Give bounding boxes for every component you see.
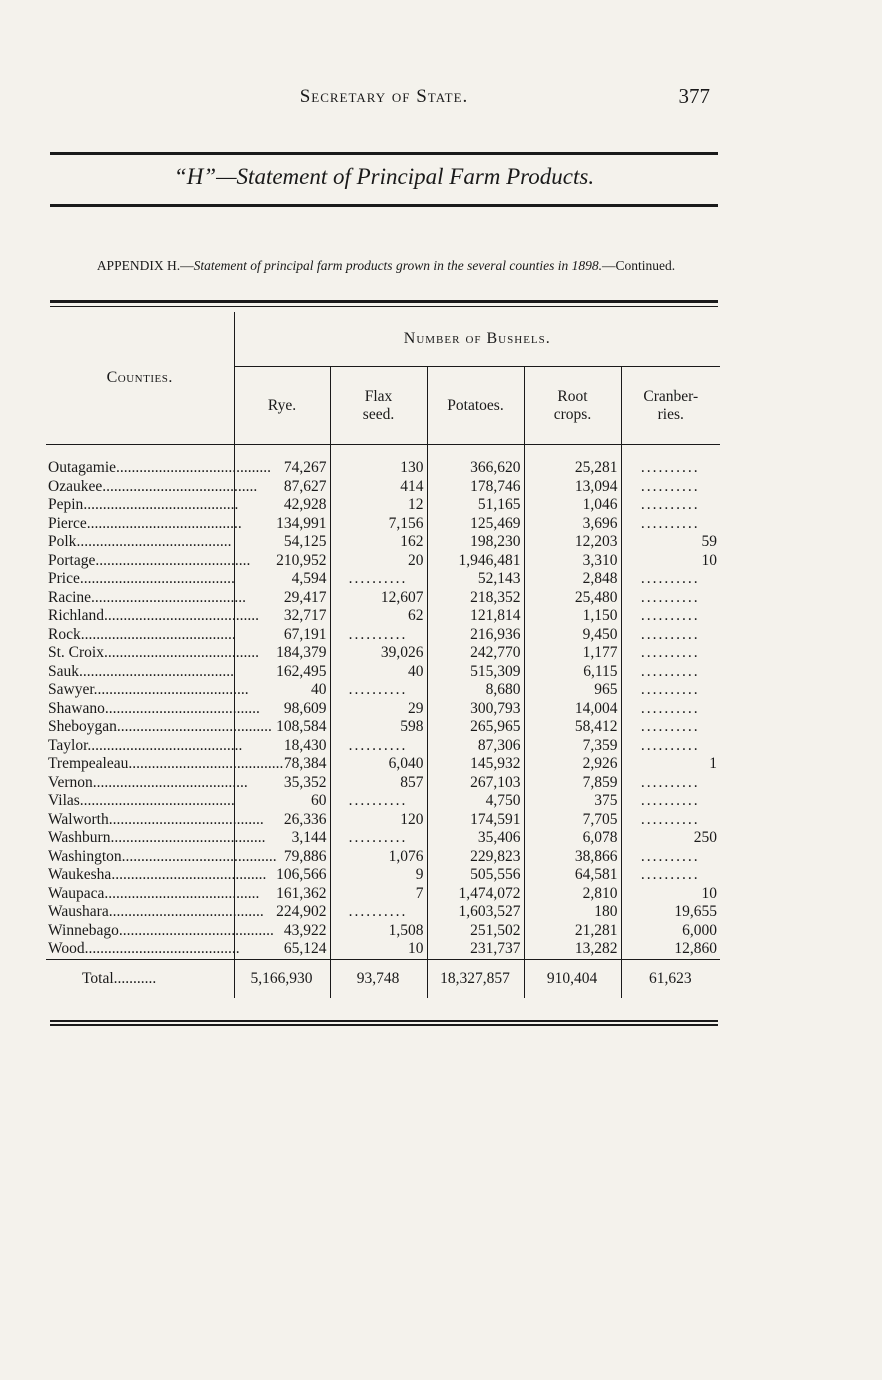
cranberries-cell: 250 xyxy=(621,829,720,848)
rye-cell: 4,594 xyxy=(234,570,330,589)
cranberries-cell: 59 xyxy=(621,533,720,552)
rye-cell: 162,495 xyxy=(234,663,330,682)
running-head-title: Secretary of State. xyxy=(299,86,469,107)
county-cell xyxy=(46,699,260,719)
potatoes-cell: 51,165 xyxy=(427,496,524,515)
root-cell: 1,177 xyxy=(524,644,621,663)
cranberries-cell: 19,655 xyxy=(621,903,720,922)
dot-leader: ........................................ xyxy=(104,699,260,717)
dot-leader: ........................................ xyxy=(92,773,248,791)
county-name: Outagamie xyxy=(48,459,117,476)
county-cell xyxy=(46,755,284,774)
column-header-line: crops. xyxy=(553,405,592,423)
rye-cell: 98,609 xyxy=(234,700,330,719)
total-row xyxy=(46,959,720,998)
column-header-line: seed. xyxy=(362,405,395,423)
empty-cell: .......... xyxy=(330,626,427,645)
total-flax-cell: 93,748 xyxy=(330,959,427,998)
potatoes-cell: 267,103 xyxy=(427,774,524,793)
county-cell xyxy=(46,663,234,682)
empty-cell: .......... xyxy=(621,607,720,626)
county-name: Vernon xyxy=(48,773,93,791)
dot-leader: ........................................ xyxy=(93,681,249,698)
potatoes-cell: 8,680 xyxy=(427,681,524,700)
potatoes-cell: 231,737 xyxy=(427,940,524,959)
empty-cell: .......... xyxy=(621,445,720,478)
rye-cell: 67,191 xyxy=(234,626,330,645)
county-name: Vilas xyxy=(48,792,80,809)
root-cell: 12,203 xyxy=(524,533,621,552)
root-cell: 7,705 xyxy=(524,811,621,830)
potatoes-cell: 1,474,072 xyxy=(427,885,524,904)
flax-cell: 1,508 xyxy=(330,922,427,941)
empty-cell: .......... xyxy=(330,681,427,700)
empty-cell: .......... xyxy=(330,792,427,811)
table-row xyxy=(46,478,720,497)
table-row xyxy=(46,533,720,552)
table-row xyxy=(46,774,720,793)
table-row xyxy=(46,445,720,478)
empty-cell: .......... xyxy=(621,644,720,663)
county-cell xyxy=(46,829,266,848)
cranberries-cell: 10 xyxy=(621,885,720,904)
table-row xyxy=(46,570,720,589)
root-cell: 1,150 xyxy=(524,607,621,626)
empty-cell: .......... xyxy=(330,737,427,756)
bushels-group-header: Number of Bushels. xyxy=(234,312,720,367)
rye-cell: 26,336 xyxy=(234,811,330,830)
county-cell xyxy=(46,847,277,867)
county-cell xyxy=(46,496,239,515)
root-cell: 58,412 xyxy=(524,718,621,737)
dot-leader: ........................................ xyxy=(79,662,234,680)
potatoes-cell: 218,352 xyxy=(427,589,524,608)
top-rule xyxy=(50,152,718,155)
table-row xyxy=(46,681,720,700)
potatoes-cell: 366,620 xyxy=(427,445,524,478)
table-row xyxy=(46,515,720,534)
flax-cell: 29 xyxy=(330,700,427,719)
rye-cell: 54,125 xyxy=(234,533,330,552)
empty-cell: .......... xyxy=(621,866,720,885)
root-cell: 2,848 xyxy=(524,570,621,589)
table-row xyxy=(46,848,720,867)
potatoes-cell: 52,143 xyxy=(427,570,524,589)
dot-leader: ........................................ xyxy=(91,588,247,606)
potatoes-cell: 198,230 xyxy=(427,533,524,552)
table-top-rule xyxy=(50,300,718,307)
empty-cell: .......... xyxy=(621,718,720,737)
rye-cell: 78,384 xyxy=(234,755,330,774)
dot-leader: ........... xyxy=(113,969,157,987)
cranberries-cell: 6,000 xyxy=(621,922,720,941)
county-cell xyxy=(46,736,243,756)
root-cell: 13,094 xyxy=(524,478,621,497)
county-name: Pepin xyxy=(48,496,84,513)
potatoes-cell: 178,746 xyxy=(427,478,524,497)
flax-cell: 7,156 xyxy=(330,515,427,534)
county-name: Sawyer xyxy=(48,681,94,698)
county-name: Polk xyxy=(48,533,77,550)
county-cell xyxy=(46,718,272,737)
table-row xyxy=(46,737,720,756)
column-header-line: Cranber- xyxy=(643,387,699,405)
caption-tail: —Continued. xyxy=(602,258,676,273)
rye-cell: 43,922 xyxy=(234,922,330,941)
dot-leader: ........................................ xyxy=(102,477,258,495)
flax-cell: 130 xyxy=(330,445,427,478)
county-name: Shawano xyxy=(48,699,105,717)
potatoes-cell: 145,932 xyxy=(427,755,524,774)
root-cell: 9,450 xyxy=(524,626,621,645)
farm-products-table xyxy=(46,312,720,998)
running-head xyxy=(50,86,718,116)
county-cell xyxy=(46,921,274,941)
dot-leader: ........................................ xyxy=(79,792,235,809)
table-body xyxy=(46,445,720,999)
rye-cell: 42,928 xyxy=(234,496,330,515)
county-cell xyxy=(46,644,259,663)
dot-leader: ........................................ xyxy=(121,847,277,865)
county-cell xyxy=(46,903,264,922)
empty-cell: .......... xyxy=(330,903,427,922)
empty-cell: .......... xyxy=(621,478,720,497)
county-name: Rock xyxy=(48,625,81,643)
flax-cell: 857 xyxy=(330,774,427,793)
flax-cell: 12 xyxy=(330,496,427,515)
county-cell xyxy=(46,773,248,793)
empty-cell: .......... xyxy=(621,811,720,830)
table-row xyxy=(46,552,720,571)
potatoes-cell: 229,823 xyxy=(427,848,524,867)
root-cell: 38,866 xyxy=(524,848,621,867)
table-bottom-rule xyxy=(50,1020,718,1026)
total-cranberries-cell: 61,623 xyxy=(621,959,720,998)
county-cell xyxy=(46,940,240,959)
county-name: Waupaca xyxy=(48,884,105,902)
empty-cell: .......... xyxy=(621,774,720,793)
county-cell xyxy=(46,588,247,608)
county-name: Sheboygan xyxy=(48,718,117,735)
table-row xyxy=(46,700,720,719)
table-row xyxy=(46,811,720,830)
empty-cell: .......... xyxy=(621,737,720,756)
root-cell: 3,310 xyxy=(524,552,621,571)
rye-cell: 3,144 xyxy=(234,829,330,848)
county-cell xyxy=(46,477,258,497)
table-row xyxy=(46,644,720,663)
potatoes-cell: 174,591 xyxy=(427,811,524,830)
county-name: Racine xyxy=(48,588,92,606)
empty-cell: .......... xyxy=(621,848,720,867)
caption-italic: Statement of principal farm products grown in the several counties in 1898. xyxy=(193,258,603,273)
dot-leader: ........................................ xyxy=(95,551,251,569)
table-row xyxy=(46,626,720,645)
rye-cell: 106,566 xyxy=(234,866,330,885)
rye-cell: 108,584 xyxy=(234,718,330,737)
county-name: St. Croix xyxy=(48,644,104,661)
county-cell xyxy=(46,884,260,904)
column-header-line: Root xyxy=(557,387,588,405)
potatoes-cell: 121,814 xyxy=(427,607,524,626)
root-cell: 1,046 xyxy=(524,496,621,515)
county-cell xyxy=(46,866,267,885)
county-name: Richland xyxy=(48,607,104,624)
county-name: Portage xyxy=(48,551,96,569)
county-cell xyxy=(46,810,264,830)
table-row xyxy=(46,922,720,941)
rye-cell: 18,430 xyxy=(234,737,330,756)
table-caption xyxy=(48,258,724,273)
potatoes-cell: 35,406 xyxy=(427,829,524,848)
empty-cell: .......... xyxy=(621,700,720,719)
table-row xyxy=(46,885,720,904)
page-number: 377 xyxy=(678,84,710,108)
column-header-line: Potatoes. xyxy=(447,396,504,414)
potatoes-cell: 300,793 xyxy=(427,700,524,719)
potatoes-cell: 265,965 xyxy=(427,718,524,737)
empty-cell: .......... xyxy=(621,681,720,700)
county-cell xyxy=(46,607,259,626)
county-cell xyxy=(46,792,234,811)
column-header-line: Rye. xyxy=(267,396,297,414)
dot-leader: ........................................ xyxy=(108,810,264,828)
total-potatoes-cell: 18,327,857 xyxy=(427,959,524,998)
column-header-line: Flax xyxy=(364,387,393,405)
county-name: Walworth xyxy=(48,810,109,828)
root-cell: 7,859 xyxy=(524,774,621,793)
dot-leader: ........................................ xyxy=(110,829,266,846)
table-row xyxy=(46,866,720,885)
root-cell: 13,282 xyxy=(524,940,621,959)
potatoes-cell: 216,936 xyxy=(427,626,524,645)
dot-leader: ........................................ xyxy=(87,736,243,754)
dot-leader: ........................................ xyxy=(86,514,242,532)
county-name: Washington xyxy=(48,847,122,865)
potatoes-cell: 515,309 xyxy=(427,663,524,682)
flax-cell: 598 xyxy=(330,718,427,737)
flax-cell: 9 xyxy=(330,866,427,885)
dot-leader: ........................................ xyxy=(116,718,272,735)
column-header xyxy=(524,367,621,445)
dot-leader: ........................................ xyxy=(83,496,239,513)
empty-cell: .......... xyxy=(330,570,427,589)
rye-cell: 29,417 xyxy=(234,589,330,608)
county-name: Washburn xyxy=(48,829,111,846)
county-cell xyxy=(46,551,251,571)
dot-leader: ........................................ xyxy=(76,533,232,550)
county-name: Winnebago xyxy=(48,921,119,939)
section-title: “H”—Statement of Principal Farm Products. xyxy=(173,164,595,189)
potatoes-cell: 4,750 xyxy=(427,792,524,811)
flax-cell: 120 xyxy=(330,811,427,830)
root-cell: 25,281 xyxy=(524,445,621,478)
flax-cell: 7 xyxy=(330,885,427,904)
column-header xyxy=(330,367,427,445)
rye-cell: 40 xyxy=(234,681,330,700)
total-rye-cell: 5,166,930 xyxy=(234,959,330,998)
county-name: Waukesha xyxy=(48,866,112,883)
root-cell: 7,359 xyxy=(524,737,621,756)
root-cell: 375 xyxy=(524,792,621,811)
empty-cell: .......... xyxy=(621,570,720,589)
county-cell xyxy=(46,514,242,534)
column-header-line: ries. xyxy=(657,405,684,423)
potatoes-cell: 505,556 xyxy=(427,866,524,885)
county-name: Waushara xyxy=(48,903,109,920)
table-row xyxy=(46,718,720,737)
empty-cell: .......... xyxy=(330,829,427,848)
flax-cell: 12,607 xyxy=(330,589,427,608)
dot-leader: ........................................ xyxy=(111,866,267,883)
rye-cell: 79,886 xyxy=(234,848,330,867)
table-row xyxy=(46,496,720,515)
dot-leader: ........................................ xyxy=(79,570,235,587)
county-name: Sauk xyxy=(48,662,79,680)
root-cell: 965 xyxy=(524,681,621,700)
empty-cell: .......... xyxy=(621,496,720,515)
cranberries-cell: 10 xyxy=(621,552,720,571)
flax-cell: 162 xyxy=(330,533,427,552)
rye-cell: 210,952 xyxy=(234,552,330,571)
empty-cell: .......... xyxy=(621,515,720,534)
dot-leader: ........................................ xyxy=(118,921,274,939)
total-root-cell: 910,404 xyxy=(524,959,621,998)
rye-cell: 32,717 xyxy=(234,607,330,626)
county-cell xyxy=(46,533,234,552)
county-name: Pierce xyxy=(48,514,87,532)
dot-leader: ........................................ xyxy=(103,644,259,661)
potatoes-cell: 251,502 xyxy=(427,922,524,941)
flax-cell: 414 xyxy=(330,478,427,497)
county-cell xyxy=(46,681,249,700)
column-header xyxy=(427,367,524,445)
county-name: Taylor xyxy=(48,736,88,754)
rye-cell: 134,991 xyxy=(234,515,330,534)
table-row xyxy=(46,607,720,626)
table-row xyxy=(46,903,720,922)
county-cell xyxy=(46,626,234,645)
rye-cell: 35,352 xyxy=(234,774,330,793)
county-name: Wood xyxy=(48,940,85,957)
table-row xyxy=(46,663,720,682)
potatoes-cell: 87,306 xyxy=(427,737,524,756)
table-row xyxy=(46,940,720,959)
flax-cell: 40 xyxy=(330,663,427,682)
total-label-cell xyxy=(46,959,234,998)
flax-cell: 39,026 xyxy=(330,644,427,663)
rye-cell: 87,627 xyxy=(234,478,330,497)
total-label: Total xyxy=(82,969,114,987)
table-row xyxy=(46,589,720,608)
dot-leader: ........................................ xyxy=(108,903,264,920)
root-cell: 180 xyxy=(524,903,621,922)
cranberries-cell: 12,860 xyxy=(621,940,720,959)
root-cell: 25,480 xyxy=(524,589,621,608)
root-cell: 6,078 xyxy=(524,829,621,848)
dot-leader: ........................................ xyxy=(128,755,284,772)
potatoes-cell: 1,946,481 xyxy=(427,552,524,571)
county-name: Ozaukee xyxy=(48,477,103,495)
flax-cell: 10 xyxy=(330,940,427,959)
dot-leader: ........................................ xyxy=(103,607,259,624)
column-header xyxy=(621,367,720,445)
caption-lead: APPENDIX H.— xyxy=(96,258,194,273)
empty-cell: .......... xyxy=(621,589,720,608)
empty-cell: .......... xyxy=(621,792,720,811)
empty-cell: .......... xyxy=(621,626,720,645)
flax-cell: 62 xyxy=(330,607,427,626)
county-name: Price xyxy=(48,570,80,587)
county-cell xyxy=(46,445,272,478)
root-cell: 64,581 xyxy=(524,866,621,885)
rye-cell: 224,902 xyxy=(234,903,330,922)
rye-cell: 65,124 xyxy=(234,940,330,959)
table-row xyxy=(46,755,720,774)
dot-leader: ........................................ xyxy=(80,625,236,643)
root-cell: 2,810 xyxy=(524,885,621,904)
dot-leader: ........................................ xyxy=(84,940,240,957)
cranberries-cell: 1 xyxy=(621,755,720,774)
rye-cell: 161,362 xyxy=(234,885,330,904)
column-header xyxy=(234,367,330,445)
section-rule xyxy=(50,204,718,207)
rye-cell: 74,267 xyxy=(234,445,330,478)
root-cell: 6,115 xyxy=(524,663,621,682)
rye-cell: 184,379 xyxy=(234,644,330,663)
potatoes-cell: 242,770 xyxy=(427,644,524,663)
counties-header: Counties. xyxy=(46,312,234,445)
potatoes-cell: 1,603,527 xyxy=(427,903,524,922)
flax-cell: 1,076 xyxy=(330,848,427,867)
dot-leader: ........................................ xyxy=(104,884,260,902)
potatoes-cell: 125,469 xyxy=(427,515,524,534)
flax-cell: 6,040 xyxy=(330,755,427,774)
root-cell: 3,696 xyxy=(524,515,621,534)
root-cell: 21,281 xyxy=(524,922,621,941)
county-name: Trempealeau xyxy=(48,755,129,772)
dot-leader: ........................................ xyxy=(116,459,272,476)
county-cell xyxy=(46,570,234,589)
flax-cell: 20 xyxy=(330,552,427,571)
root-cell: 14,004 xyxy=(524,700,621,719)
table-row xyxy=(46,829,720,848)
table-row xyxy=(46,792,720,811)
empty-cell: .......... xyxy=(621,663,720,682)
root-cell: 2,926 xyxy=(524,755,621,774)
rye-cell: 60 xyxy=(234,792,330,811)
